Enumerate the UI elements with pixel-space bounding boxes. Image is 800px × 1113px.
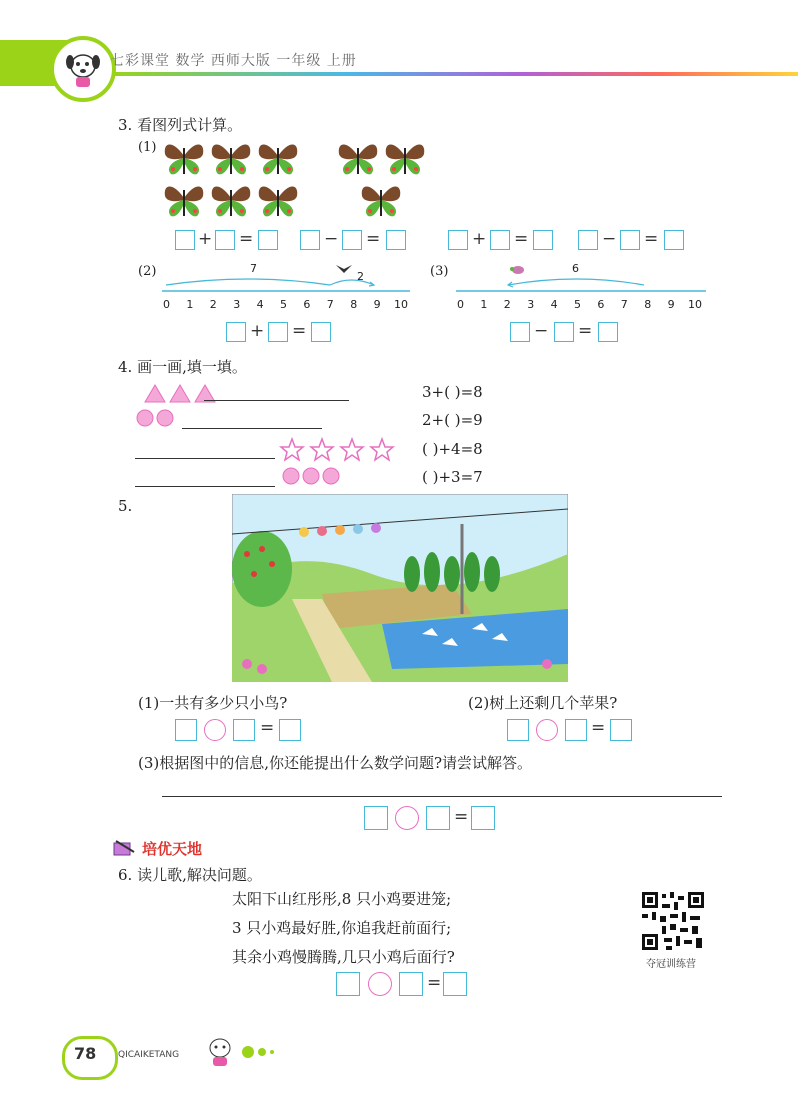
span-label: 7 [250,262,257,275]
tick-label: 1 [480,298,488,311]
tick-label: 4 [256,298,264,311]
jump-label: 2 [357,270,364,283]
minus-sign: − [324,229,339,249]
tick-label: 5 [280,298,287,311]
answer-box[interactable] [510,322,530,342]
farm-scene-illustration [232,494,568,682]
poem-line-1: 太阳下山红彤彤,8 只小鸡要进笼; [232,890,452,908]
fill-line[interactable] [182,428,322,429]
answer-box[interactable] [610,719,632,741]
tick-label: 8 [644,298,652,311]
answer-box[interactable] [565,719,587,741]
answer-box[interactable] [664,230,684,250]
q4-shapes [135,382,395,492]
poem-line-2: 3 只小鸡最好胜,你追我赶前面行; [232,919,452,937]
equals-sign: = [454,807,469,827]
answer-box[interactable] [336,972,360,996]
operator-circle[interactable] [536,719,558,741]
tick-label: 1 [186,298,194,311]
span-label: 6 [572,262,579,275]
operator-circle[interactable] [395,806,419,830]
poem-line-3: 其余小鸡慢腾腾,几只小鸡后面行? [232,948,455,966]
q4-equation-3: ( )+4=8 [422,440,483,458]
equals-sign: = [260,718,275,738]
equals-sign: = [514,229,529,249]
answer-box[interactable] [399,972,423,996]
answer-line[interactable] [162,796,722,797]
footer-mascot-icon [200,1030,290,1070]
plus-sign: + [472,229,487,249]
q5-sub1: (1)一共有多少只小鸟? [138,694,288,712]
answer-box[interactable] [175,719,197,741]
section-title: 培优天地 [142,840,203,858]
tick-label: 9 [667,298,675,311]
pencil-book-icon [112,838,136,858]
page-number: 78 [74,1044,97,1063]
answer-box[interactable] [233,719,255,741]
tick-label: 0 [457,298,464,311]
answer-box[interactable] [342,230,362,250]
answer-box[interactable] [279,719,301,741]
answer-box[interactable] [448,230,468,250]
tick-label: 6 [597,298,605,311]
q3-part2-label: (2) [138,264,157,279]
answer-box[interactable] [471,806,495,830]
answer-box[interactable] [578,230,598,250]
number-line-3 [456,266,706,291]
q4-equation-2: 2+( )=9 [422,411,483,429]
equals-sign: = [239,229,254,249]
answer-box[interactable] [507,719,529,741]
equals-sign: = [591,718,606,738]
header-title: 七彩课堂 数学 西师大版 一年级 上册 [110,53,357,69]
tick-label: 7 [620,298,628,311]
fill-line[interactable] [204,400,349,401]
butterflies-illustration [0,0,800,230]
answer-box[interactable] [386,230,406,250]
q5-sub2: (2)树上还剩几个苹果? [468,694,618,712]
equals-sign: = [578,321,593,341]
answer-box[interactable] [620,230,640,250]
answer-box[interactable] [443,972,467,996]
tick-label: 7 [326,298,334,311]
tick-label: 10 [688,298,702,311]
q4-equation-4: ( )+3=7 [422,468,483,486]
answer-box[interactable] [533,230,553,250]
answer-box[interactable] [490,230,510,250]
tick-label: 2 [503,298,511,311]
q5-label: 5. [118,497,133,515]
answer-box[interactable] [215,230,235,250]
q3-part3-label: (3) [430,264,449,279]
plus-sign: + [198,229,213,249]
qr-caption: 夺冠训练营 [646,959,696,970]
tick-label: 3 [233,298,241,311]
plus-sign: + [250,321,265,341]
answer-box[interactable] [226,322,246,342]
tick-label: 4 [550,298,558,311]
tick-label: 9 [373,298,381,311]
equals-sign: = [644,229,659,249]
tick-label: 5 [574,298,581,311]
equals-sign: = [292,321,307,341]
qr-code-icon[interactable] [640,890,706,952]
brand-text: QICAIKETANG [118,1050,180,1060]
answer-box[interactable] [175,230,195,250]
answer-box[interactable] [554,322,574,342]
answer-box[interactable] [258,230,278,250]
tick-label: 2 [209,298,217,311]
answer-box[interactable] [364,806,388,830]
tick-label: 6 [303,298,311,311]
q3-part1-label: (1) [138,140,157,155]
answer-box[interactable] [300,230,320,250]
q6-title: 6. 读儿歌,解决问题。 [118,866,262,884]
tick-label: 3 [527,298,535,311]
tick-label: 0 [163,298,170,311]
tick-label: 8 [350,298,358,311]
operator-circle[interactable] [204,719,226,741]
minus-sign: − [602,229,617,249]
answer-box[interactable] [598,322,618,342]
number-line-2 [162,265,410,291]
minus-sign: − [534,321,549,341]
fill-line[interactable] [135,458,275,459]
fill-line[interactable] [135,486,275,487]
answer-box[interactable] [426,806,450,830]
q3-title: 3. 看图列式计算。 [118,116,243,134]
q4-title: 4. 画一画,填一填。 [118,358,247,376]
q4-equation-1: 3+( )=8 [422,383,483,401]
tick-label: 10 [394,298,408,311]
answer-box[interactable] [268,322,288,342]
operator-circle[interactable] [368,972,392,996]
equals-sign: = [366,229,381,249]
q5-sub3: (3)根据图中的信息,你还能提出什么数学问题?请尝试解答。 [138,754,533,772]
equals-sign: = [427,973,442,993]
answer-box[interactable] [311,322,331,342]
